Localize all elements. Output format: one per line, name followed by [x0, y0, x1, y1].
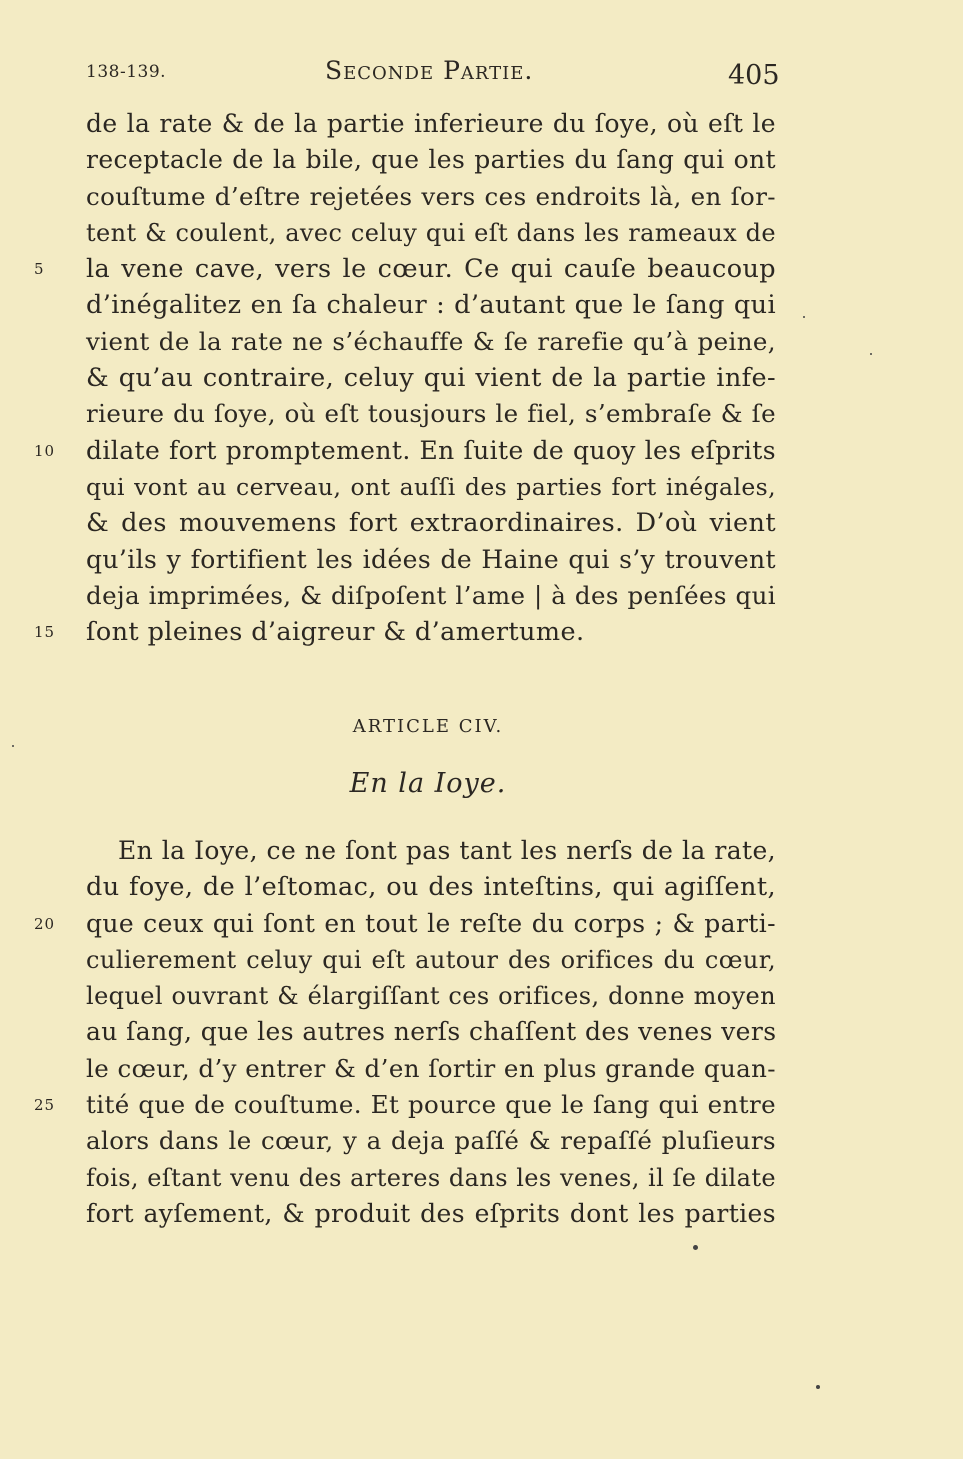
- line-number: 15: [34, 623, 56, 642]
- ink-speck: [693, 1245, 698, 1250]
- paragraph-2: [34, 833, 777, 1232]
- line-text: la vene cave, vers le cœur. Ce qui cauſe beaucoup: [86, 254, 776, 285]
- text-line: [86, 505, 776, 541]
- line-text: qui vont au cerveau, ont auſſi des parties fort inégales,: [86, 472, 776, 501]
- line-number: 10: [34, 441, 56, 460]
- line-text: rieure du ſoye, où eſt tousjours le fiel, s’embraſe & ſe: [86, 399, 776, 429]
- text-line: [86, 1160, 776, 1196]
- text-line: [86, 179, 776, 215]
- line-number: 25: [34, 1096, 56, 1115]
- ink-speck: [12, 745, 14, 747]
- text-line: [86, 1123, 776, 1159]
- text-line: [86, 142, 776, 178]
- page-number: 405: [728, 60, 780, 91]
- line-text: dilate fort promptement. En ſuite de quoy les eſprits: [86, 435, 776, 465]
- text-line: [86, 833, 776, 869]
- text-line: [86, 942, 776, 978]
- text-line: [86, 869, 776, 905]
- article-subtitle: En la Ioye.: [349, 768, 507, 799]
- page-range-marker: 138-139.: [86, 62, 167, 82]
- line-text: couſtume d’eſtre rejetées vers ces endroits là, en ſor-: [86, 181, 776, 211]
- text-line: [34, 433, 776, 469]
- text-line: [86, 1051, 776, 1087]
- text-line: [86, 578, 776, 614]
- line-text: qu’ils y fortifient les idées de Haine qui s’y trouvent: [86, 544, 776, 574]
- line-text: fois, eſtant venu des arteres dans les venes, il ſe dilate: [86, 1163, 776, 1192]
- text-line: [86, 1196, 776, 1232]
- text-line: [34, 614, 776, 650]
- text-line: [86, 106, 776, 142]
- line-text: culierement celuy qui eſt autour des orifices du cœur,: [86, 945, 776, 974]
- running-head: Seconde Partie.: [325, 56, 534, 85]
- line-text: vient de la rate ne s’échauffe & ſe rarefie qu’à peine,: [86, 326, 776, 356]
- text-line: [86, 215, 776, 251]
- ink-speck: [816, 1385, 820, 1389]
- line-text: alors dans le cœur, y a deja paſſé & repaſſé pluſieurs: [86, 1126, 776, 1156]
- text-line: [86, 360, 776, 396]
- ink-speck: [870, 353, 872, 355]
- line-text: & qu’au contraire, celuy qui vient de la partie infe-: [86, 363, 776, 394]
- line-text: fort ayſement, & produit des eſprits dont les parties: [86, 1198, 776, 1228]
- line-number: 5: [34, 260, 45, 279]
- line-text: receptacle de la bile, que les parties du ſang qui ont: [86, 145, 776, 175]
- article-heading: ARTICLE CIV.: [352, 716, 504, 737]
- text-line: [86, 324, 776, 360]
- text-line: [86, 469, 776, 505]
- line-text: En la Ioye, ce ne ſont pas tant les nerſs de la rate,: [118, 836, 776, 865]
- line-text: lequel ouvrant & élargiſſant ces orifices, donne moyen: [86, 982, 776, 1011]
- line-text: tité que de couſtume. Et pource que le ſang qui entre: [86, 1090, 776, 1120]
- line-text: & des mouvemens fort extraordinaires. D’où vient: [86, 508, 776, 539]
- paragraph-1: [34, 106, 776, 650]
- ink-speck: [803, 316, 805, 318]
- line-text: tent & coulent, avec celuy qui eſt dans les rameaux de: [86, 218, 776, 247]
- text-line: [86, 1014, 776, 1050]
- line-text: le cœur, d’y entrer & d’en ſortir en plus grande quan-: [86, 1053, 776, 1083]
- line-text: du foye, de l’eſtomac, ou des inteſtins, qui agiſſent,: [86, 872, 776, 903]
- text-line: [86, 978, 776, 1014]
- line-text: deja imprimées, & diſpoſent l’ame | à des penſées qui: [86, 580, 776, 610]
- line-text: ſont pleines d’aigreur & d’amertume.: [86, 617, 585, 648]
- line-text: que ceux qui ſont en tout le reſte du corps ; & parti-: [86, 908, 776, 938]
- text-line: [34, 251, 776, 287]
- line-text: au ſang, que les autres nerſs chaſſent des venes vers: [86, 1017, 777, 1047]
- text-line: [34, 1087, 776, 1123]
- line-number: 20: [34, 914, 56, 933]
- text-line: [34, 906, 776, 942]
- line-text: de la rate & de la partie inferieure du ſoye, où eſt le: [86, 109, 776, 138]
- text-line: [86, 287, 776, 323]
- text-line: [86, 396, 776, 432]
- text-line: [86, 542, 776, 578]
- line-text: d’inégalitez en ſa chaleur : d’autant que le ſang qui: [86, 290, 776, 321]
